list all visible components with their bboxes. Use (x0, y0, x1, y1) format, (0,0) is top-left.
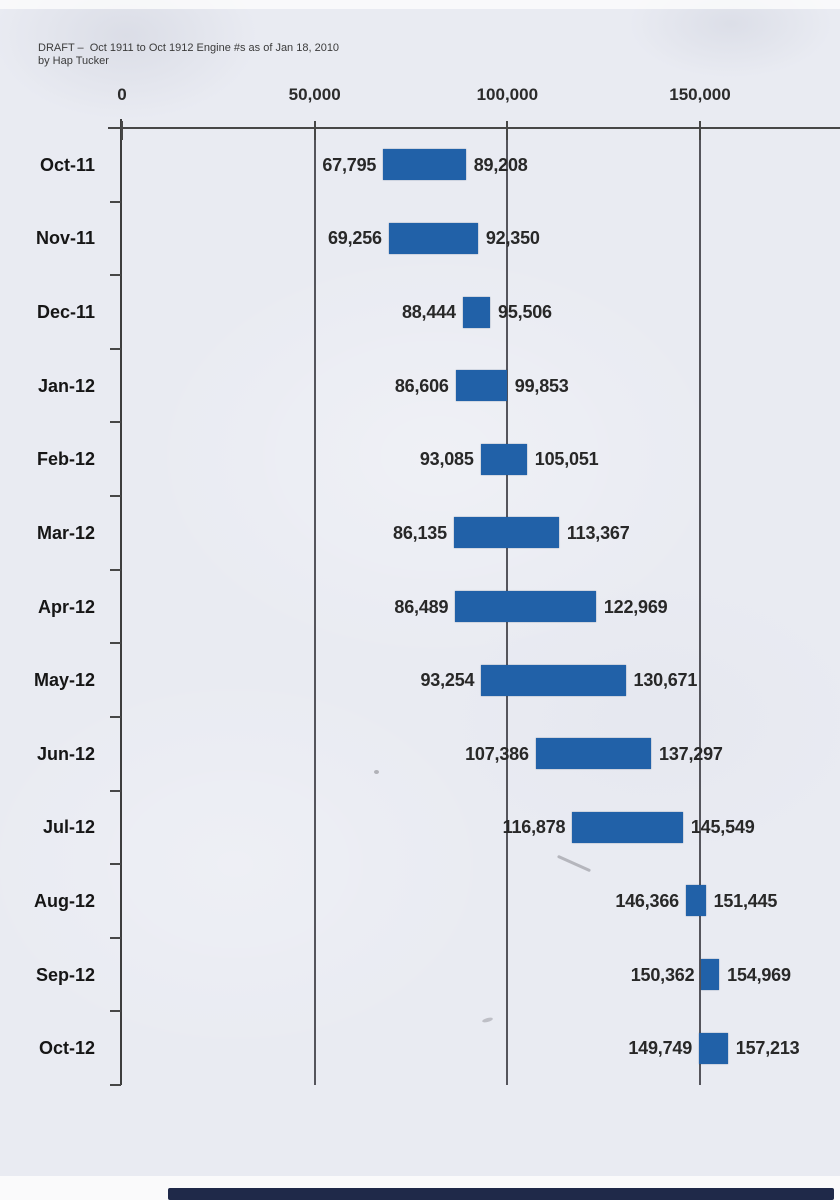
range-bar (383, 149, 466, 180)
y-axis-tick (110, 201, 121, 203)
range-bar (481, 665, 625, 696)
gridline (314, 128, 316, 1085)
low-value-label: 93,254 (420, 670, 475, 691)
low-value-label: 67,795 (322, 154, 377, 175)
low-value-label: 69,256 (328, 228, 382, 249)
chart-subtitle: by Hap Tucker (38, 55, 109, 67)
high-value-label: 105,051 (534, 449, 599, 470)
range-bar (456, 370, 507, 401)
y-axis-tick (110, 790, 121, 792)
low-value-label: 116,878 (502, 817, 566, 838)
range-bar (455, 591, 596, 622)
range-bar (481, 444, 527, 475)
high-value-label: 154,969 (727, 964, 791, 985)
range-bar (572, 812, 682, 843)
category-label: Jun-12 (36, 743, 95, 764)
range-bar (686, 885, 706, 916)
low-value-label: 88,444 (401, 302, 456, 323)
low-value-label: 86,606 (394, 375, 449, 396)
x-axis-line (108, 127, 840, 129)
y-axis-tick (110, 1010, 121, 1012)
range-bar (389, 223, 478, 254)
high-value-label: 122,969 (603, 596, 668, 617)
range-bar (463, 297, 490, 328)
x-tick-label: 50,000 (288, 85, 341, 104)
x-axis-tick (699, 121, 701, 140)
high-value-label: 89,208 (473, 154, 528, 175)
category-label: May-12 (33, 670, 95, 691)
high-value-label: 113,367 (566, 522, 630, 543)
y-axis-tick (110, 274, 121, 276)
category-label: Jul-12 (42, 817, 95, 838)
high-value-label: 99,853 (514, 375, 569, 396)
low-value-label: 107,386 (465, 743, 529, 764)
scan-artifact-bar (168, 1188, 834, 1200)
y-axis-tick (110, 495, 121, 497)
category-label: Feb-12 (36, 449, 95, 470)
low-value-label: 93,085 (419, 449, 474, 470)
y-axis-tick (110, 863, 121, 865)
range-bar (454, 517, 559, 548)
high-value-label: 95,506 (498, 302, 552, 323)
low-value-label: 86,135 (393, 522, 447, 543)
y-axis-tick (110, 642, 121, 644)
x-axis-tick (314, 121, 316, 140)
chart-title: DRAFT – Oct 1911 to Oct 1912 Engine #s as of Jan 18, 2010 (38, 42, 340, 54)
low-value-label: 150,362 (630, 964, 695, 985)
category-label: Aug-12 (33, 890, 95, 911)
high-value-label: 157,213 (735, 1038, 800, 1059)
category-label: Nov-11 (35, 228, 95, 249)
high-value-label: 92,350 (485, 228, 540, 249)
high-value-label: 145,549 (690, 817, 755, 838)
y-axis-tick (110, 421, 121, 423)
scan-top-edge (0, 0, 840, 9)
y-axis-tick (110, 348, 121, 350)
y-axis-tick (110, 569, 121, 571)
low-value-label: 86,489 (394, 596, 449, 617)
x-axis-tick (121, 121, 123, 140)
category-label: Oct-11 (39, 154, 95, 175)
category-label: Sep-12 (35, 964, 95, 985)
y-axis-tick (110, 716, 121, 718)
category-label: Mar-12 (36, 522, 95, 543)
scan-artifact-speck (374, 770, 379, 774)
x-tick-label: 150,000 (669, 85, 731, 104)
high-value-label: 151,445 (713, 890, 778, 911)
x-axis-tick (506, 121, 508, 140)
range-bar (699, 1033, 728, 1064)
low-value-label: 146,366 (615, 890, 679, 911)
range-bar (701, 959, 719, 990)
range-bar (536, 738, 651, 769)
category-label: Oct-12 (38, 1038, 95, 1059)
y-axis-tick (110, 937, 121, 939)
x-tick-label: 0 (117, 85, 127, 104)
category-label: Jan-12 (37, 375, 95, 396)
high-value-label: 130,671 (633, 670, 698, 691)
y-axis-line (120, 119, 122, 1085)
high-value-label: 137,297 (659, 743, 723, 764)
category-label: Apr-12 (37, 596, 95, 617)
low-value-label: 149,749 (628, 1038, 693, 1059)
category-label: Dec-11 (36, 302, 95, 323)
y-axis-tick (110, 1084, 121, 1086)
x-tick-label: 100,000 (476, 85, 539, 104)
y-axis-tick (110, 127, 121, 129)
